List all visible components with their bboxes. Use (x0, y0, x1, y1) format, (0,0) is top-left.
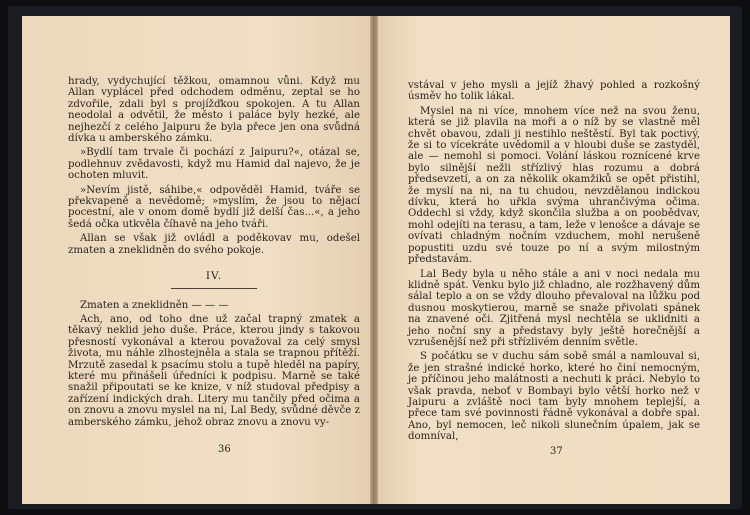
paragraph: Allan se však již ovládl a poděkovav mu, odešel zmaten a zneklidněn do svého pokoje. (68, 233, 360, 256)
page-number: 37 (550, 446, 563, 457)
right-page-text (408, 80, 700, 443)
right-page (378, 16, 730, 504)
paragraph: S počátku se v duchu sám sobě smál a namlouval si, že jen strašné indické horko, které ho činí nemocným, je příčinou jeho malátnosti a nechuti k práci. Nebylo to však pravda, neboť v Bombayi bylo větší horko než v Jaipuru a zvláště noci tam byly mnohem teplejší, a přece tam své povinnosti řádně vykonával a dobře spal. Ano, byl nemocen, leč nikoli slunečním úpalem, jak se domníval, (408, 351, 700, 443)
chapter-number: IV. (205, 270, 223, 283)
paragraph: Myslel na ni více, mnohem více než na svou ženu, která se již plavila na moři a o níž by se vlastně měl chvět obavou, zdali ji nestihlo neštěstí. Byl tak poctivý, že si to vícekráte uvědomil a v hloubi duše se zastyděl, ale — nemohl si pomoci. Volání láskou roznícené krve bylo silnější nežli střízlivý hlas rozumu a dobrá předsevzetí, a on za několik okamžiků se opět přistihl, že myslí na ni, na tu chudou, nevzdělanou indickou dívku, která ho uřkla svýma uhrančivýma očima. Oddechl si vždy, když skončila služba a on poobědvav, mohl odejíti na terasu, a tam, leže v lenošce a dávaje se ovívati chladným nočním vzduchem, mohl nerušeně popustiti uzdu své touze po ní a svým milostným představám. (408, 105, 700, 266)
paragraph: »Nevím jistě, sáhibe,« odpověděl Hamid, tváře se překvapeně a nevědomě; »myslím, že jsou to nějací pocestní, ale v onom domě bydlí již delší čas...«, a jeho šedá očka utkvěla číhavě na jeho tváři. (68, 184, 360, 230)
paragraph: »Bydlí tam trvale či pochází z Jaipuru?«, otázal se, podlehnuv zvědavosti, když mu Hamid dal najevo, že je ochoten mluvit. (68, 147, 360, 182)
left-page (22, 16, 370, 504)
left-page-text (68, 76, 360, 428)
open-book (8, 6, 742, 509)
chapter-rule (171, 288, 257, 289)
chapter-heading (68, 271, 360, 288)
paragraph: Ach, ano, od toho dne už začal trapný zmatek a těkavý neklid jeho duše. Práce, kterou jindy s takovou přesností vykonával a kterou považoval za celý smysl života, mu náhle zlhostejněla a stala se trapnou přítěží. Mrzutě zasedal k psacímu stolu a tupě hleděl na papíry, které mu přinášeli úředníci k podpisu. Marně se také snažil připoutati se ke knize, v níž studoval předpisy a zařízení indických drah. Litery mu tančily před očima a on znovu a znovu myslel na ni, Lal Bedy, svůdné děvče z amberského zámku, jehož obraz znovu a znovu vy- (68, 313, 360, 428)
paragraph: hrady, vydychující těžkou, omamnou vůni. Když mu Allan vyplácel před odchodem odměnu, zeptal se ho zdvořile, zdali byl s projížďkou spokojen. A tu Allan neodolal a odvětil, že město i paláce byly hezké, ale nejhezčí z celého Jaipuru že byla přece jen ona svůdná dívka u amberského zámku. (68, 76, 360, 145)
paragraph: Lal Bedy byla u něho stále a ani v noci nedala mu klidně spát. Venku bylo již chladno, ale rozžhavený dům sálal teplo a on se vždy dlouho převaloval na lůžku pod dusnou moskytierou, marně se snaže přivolati spánek na znavené oči. Zjitřená mysl nechtěla se uklidniti a jeho noční sny a představy byly ještě horečnější a vzrušenější než při střízlivém denním světle. (408, 268, 700, 348)
page-number: 36 (218, 444, 231, 455)
book-gutter (370, 16, 378, 504)
chapter-subheading: Zmaten a zneklidněn — — — (80, 299, 229, 311)
paragraph: vstával v jeho mysli a jejíž žhavý pohled a rozkošný úsměv ho tolik lákal. (408, 80, 700, 103)
